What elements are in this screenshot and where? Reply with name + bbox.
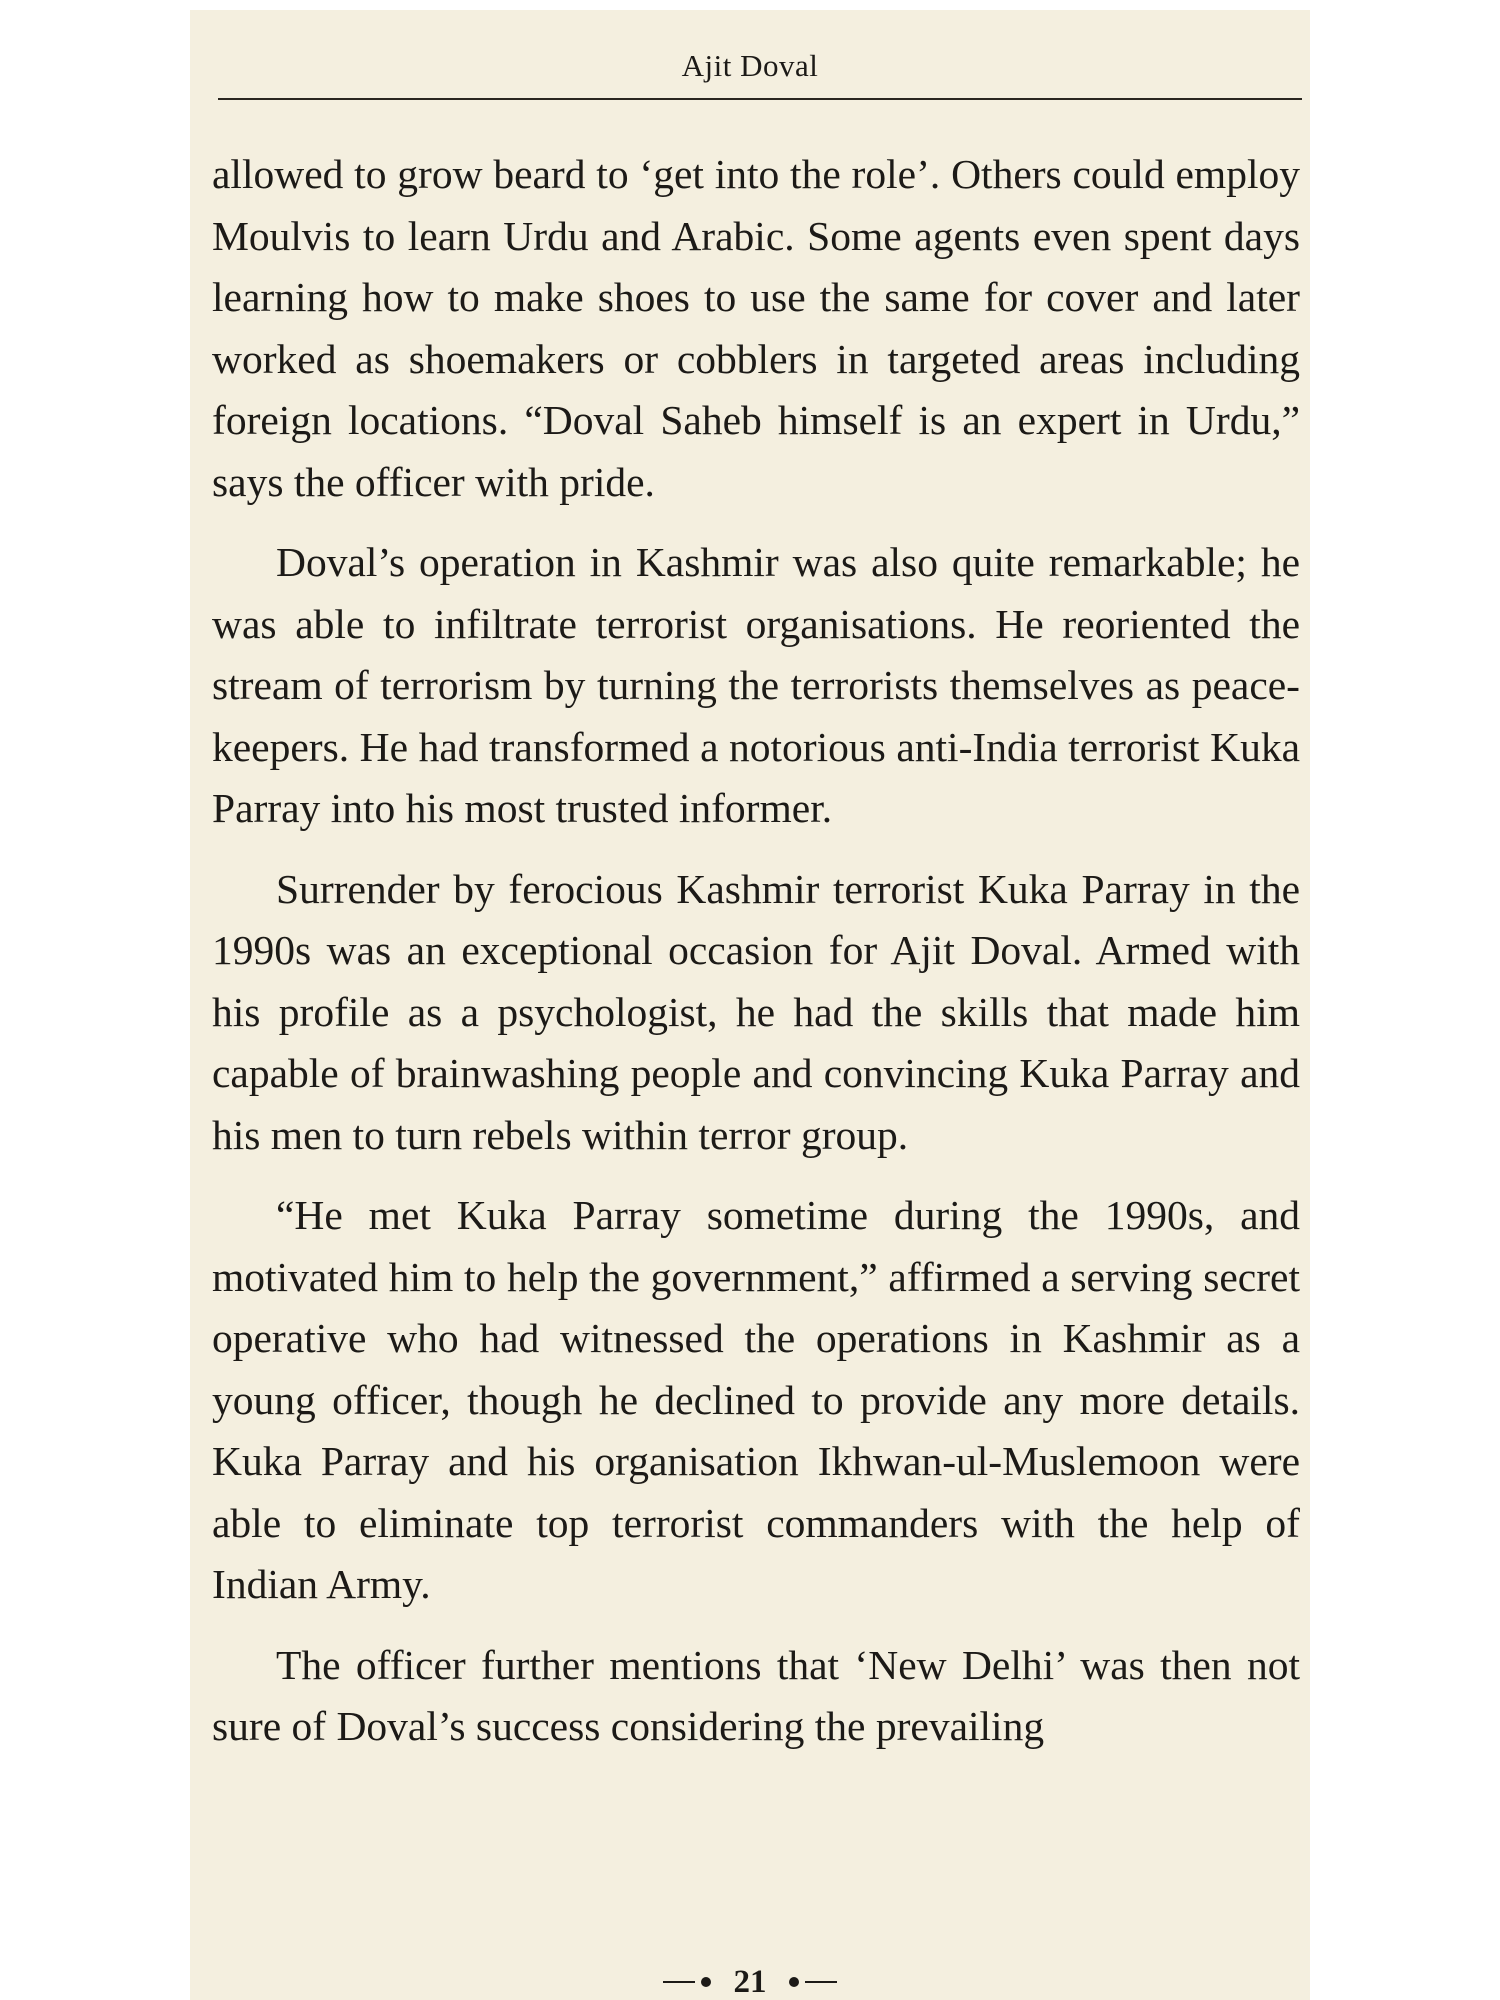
left-ornament-dot [701, 1977, 711, 1987]
page-number: 21 [733, 1963, 767, 2000]
running-head-title: Ajit Doval [681, 48, 819, 83]
body-text [212, 144, 1300, 1777]
page-footer [190, 1962, 1310, 2000]
paragraph: Surrender by ferocious Kashmir terrorist Kuka Parray in the 1990s was an exceptional occasion for Ajit Doval. Armed with his profile as a psychologist, he had the skills that made him capable of brainwashing people and convincing Kuka Parray and his men to turn rebels within terror group. [212, 865, 1300, 1158]
right-ornament-dot [789, 1977, 799, 1987]
paragraph: Doval’s operation in Kashmir was also quite remarkable; he was able to infiltrate terrorist organisations. He reoriented the stream of terrorism by turning the terrorists themselves as peace-keepers. He had transformed a notorious anti-India terrorist Kuka Parray into his most trusted informer. [212, 539, 1300, 831]
paragraph: The officer further mentions that ‘New Delhi’ was then not sure of Doval’s success considering the prevailing [212, 1641, 1300, 1749]
book-page [190, 10, 1310, 2000]
header-rule [218, 98, 1302, 100]
left-ornament-rule [663, 1981, 695, 1983]
right-ornament-rule [805, 1981, 837, 1983]
paragraph-continued: allowed to grow beard to ‘get into the role’. Others could employ Moulvis to learn Urdu and Arabic. Some agents even spent days learning how to make shoes to use the same for cover and later worked as shoemakers or cobblers in targeted areas including foreign locations. “Doval Saheb himself is an expert in Urdu,” says the officer with pride. [212, 151, 1300, 505]
paragraph: “He met Kuka Parray sometime during the 1990s, and motivated him to help the government,” affirmed a serving secret operative who had witnessed the operations in Kashmir as a young officer, though he declined to provide any more details. Kuka Parray and his organisation Ikhwan-ul-Muslemoon were able to eliminate top terrorist commanders with the help of Indian Army. [212, 1192, 1300, 1607]
